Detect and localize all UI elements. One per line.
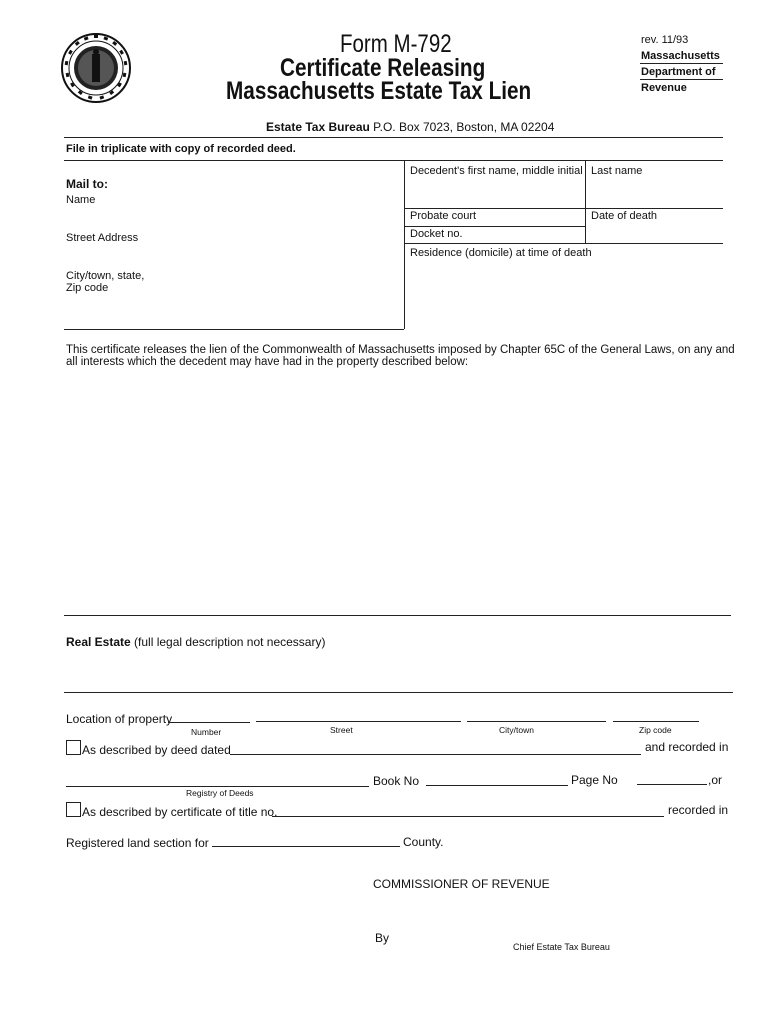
box-divider xyxy=(404,160,405,329)
real-estate-label xyxy=(66,635,325,649)
probate-court-label[interactable]: Probate court xyxy=(410,210,477,222)
decedent-first-name-label[interactable]: Decedent's first name, middle initial xyxy=(410,165,583,177)
chief-label: Chief Estate Tax Bureau xyxy=(513,942,610,952)
row-rule-1 xyxy=(404,208,723,209)
mail-to-city-label xyxy=(66,270,144,294)
or-label: ,or xyxy=(708,773,723,787)
certificate-text-line1: This certificate releases the lien of the Commonwealth of Massachusetts imposed by Chapter 65C of the General Laws, on any and xyxy=(66,344,735,356)
dept-line1: Massachusetts xyxy=(641,50,720,62)
mail-to-bottom-rule xyxy=(64,329,404,330)
name-divider xyxy=(585,160,586,243)
location-street-field[interactable] xyxy=(256,721,461,722)
by-label: By xyxy=(375,931,390,945)
location-street-caption: Street xyxy=(330,725,353,735)
county-label: County. xyxy=(403,835,444,849)
deed-checkbox[interactable] xyxy=(66,740,81,755)
title-cert-recorded-label: recorded in xyxy=(668,803,729,817)
real-estate-rule xyxy=(64,692,733,693)
city-label-line2: Zip code xyxy=(66,282,109,294)
form-number: Form M-792 xyxy=(340,30,452,58)
instructions: File in triplicate with copy of recorded deed. xyxy=(66,143,296,155)
property-rule xyxy=(64,615,731,616)
registry-caption: Registry of Deeds xyxy=(186,788,254,798)
row-rule-2 xyxy=(404,226,585,227)
page-label: Page No xyxy=(571,773,618,787)
registered-land-label: Registered land section for xyxy=(66,836,209,850)
page-field[interactable] xyxy=(637,784,707,785)
row-rule-3 xyxy=(404,243,723,244)
top-rule xyxy=(64,137,723,138)
bureau-address xyxy=(266,120,554,134)
city-label-line1: City/town, state, xyxy=(66,270,145,282)
residence-label[interactable]: Residence (domicile) at time of death xyxy=(410,247,592,259)
docket-label[interactable]: Docket no. xyxy=(410,228,463,240)
commissioner-label: COMMISSIONER OF REVENUE xyxy=(373,877,550,891)
date-of-death-label[interactable]: Date of death xyxy=(591,210,658,222)
bureau-street: P.O. Box 7023, Boston, MA 02204 xyxy=(373,120,555,134)
location-number-caption: Number xyxy=(191,727,222,737)
decedent-last-name-label[interactable]: Last name xyxy=(591,165,643,177)
real-estate-note: (full legal description not necessary) xyxy=(134,635,326,649)
book-field[interactable] xyxy=(426,785,568,786)
title-cert-checkbox[interactable] xyxy=(66,802,81,817)
dept-divider-1 xyxy=(640,63,723,64)
deed-recorded-label: and recorded in xyxy=(645,740,729,754)
mail-to-heading: Mail to: xyxy=(66,177,108,191)
bureau-name: Estate Tax Bureau xyxy=(266,120,370,134)
deed-date-field[interactable] xyxy=(230,754,641,755)
dept-line3: Revenue xyxy=(641,82,687,94)
state-seal-icon xyxy=(60,32,132,104)
registered-land-field[interactable] xyxy=(212,846,400,847)
box-top-rule xyxy=(64,160,723,161)
real-estate-bold: Real Estate xyxy=(66,635,131,649)
certificate-text-line2: all interests which the decedent may have had in the property described below: xyxy=(66,356,469,368)
mail-to-street-label: Street Address xyxy=(66,232,139,244)
location-zip-field[interactable] xyxy=(613,721,699,722)
location-label: Location of property xyxy=(66,712,173,726)
dept-line2: Department of xyxy=(641,66,716,78)
revision-date: rev. 11/93 xyxy=(641,34,689,46)
location-city-caption: City/town xyxy=(499,725,534,735)
mail-to-name-label: Name xyxy=(66,194,96,206)
location-number-field[interactable] xyxy=(168,722,250,723)
location-zip-caption: Zip code xyxy=(639,725,672,735)
registry-field[interactable] xyxy=(66,786,369,787)
form-title-line2: Massachusetts Estate Tax Lien xyxy=(226,77,532,105)
dept-divider-2 xyxy=(640,79,723,80)
title-cert-field[interactable] xyxy=(272,816,664,817)
form-title-line1: Certificate Releasing xyxy=(280,54,486,82)
book-label: Book No xyxy=(373,774,420,788)
title-cert-label: As described by certificate of title no. xyxy=(82,805,278,819)
location-city-field[interactable] xyxy=(467,721,606,722)
deed-label: As described by deed dated xyxy=(82,743,231,757)
